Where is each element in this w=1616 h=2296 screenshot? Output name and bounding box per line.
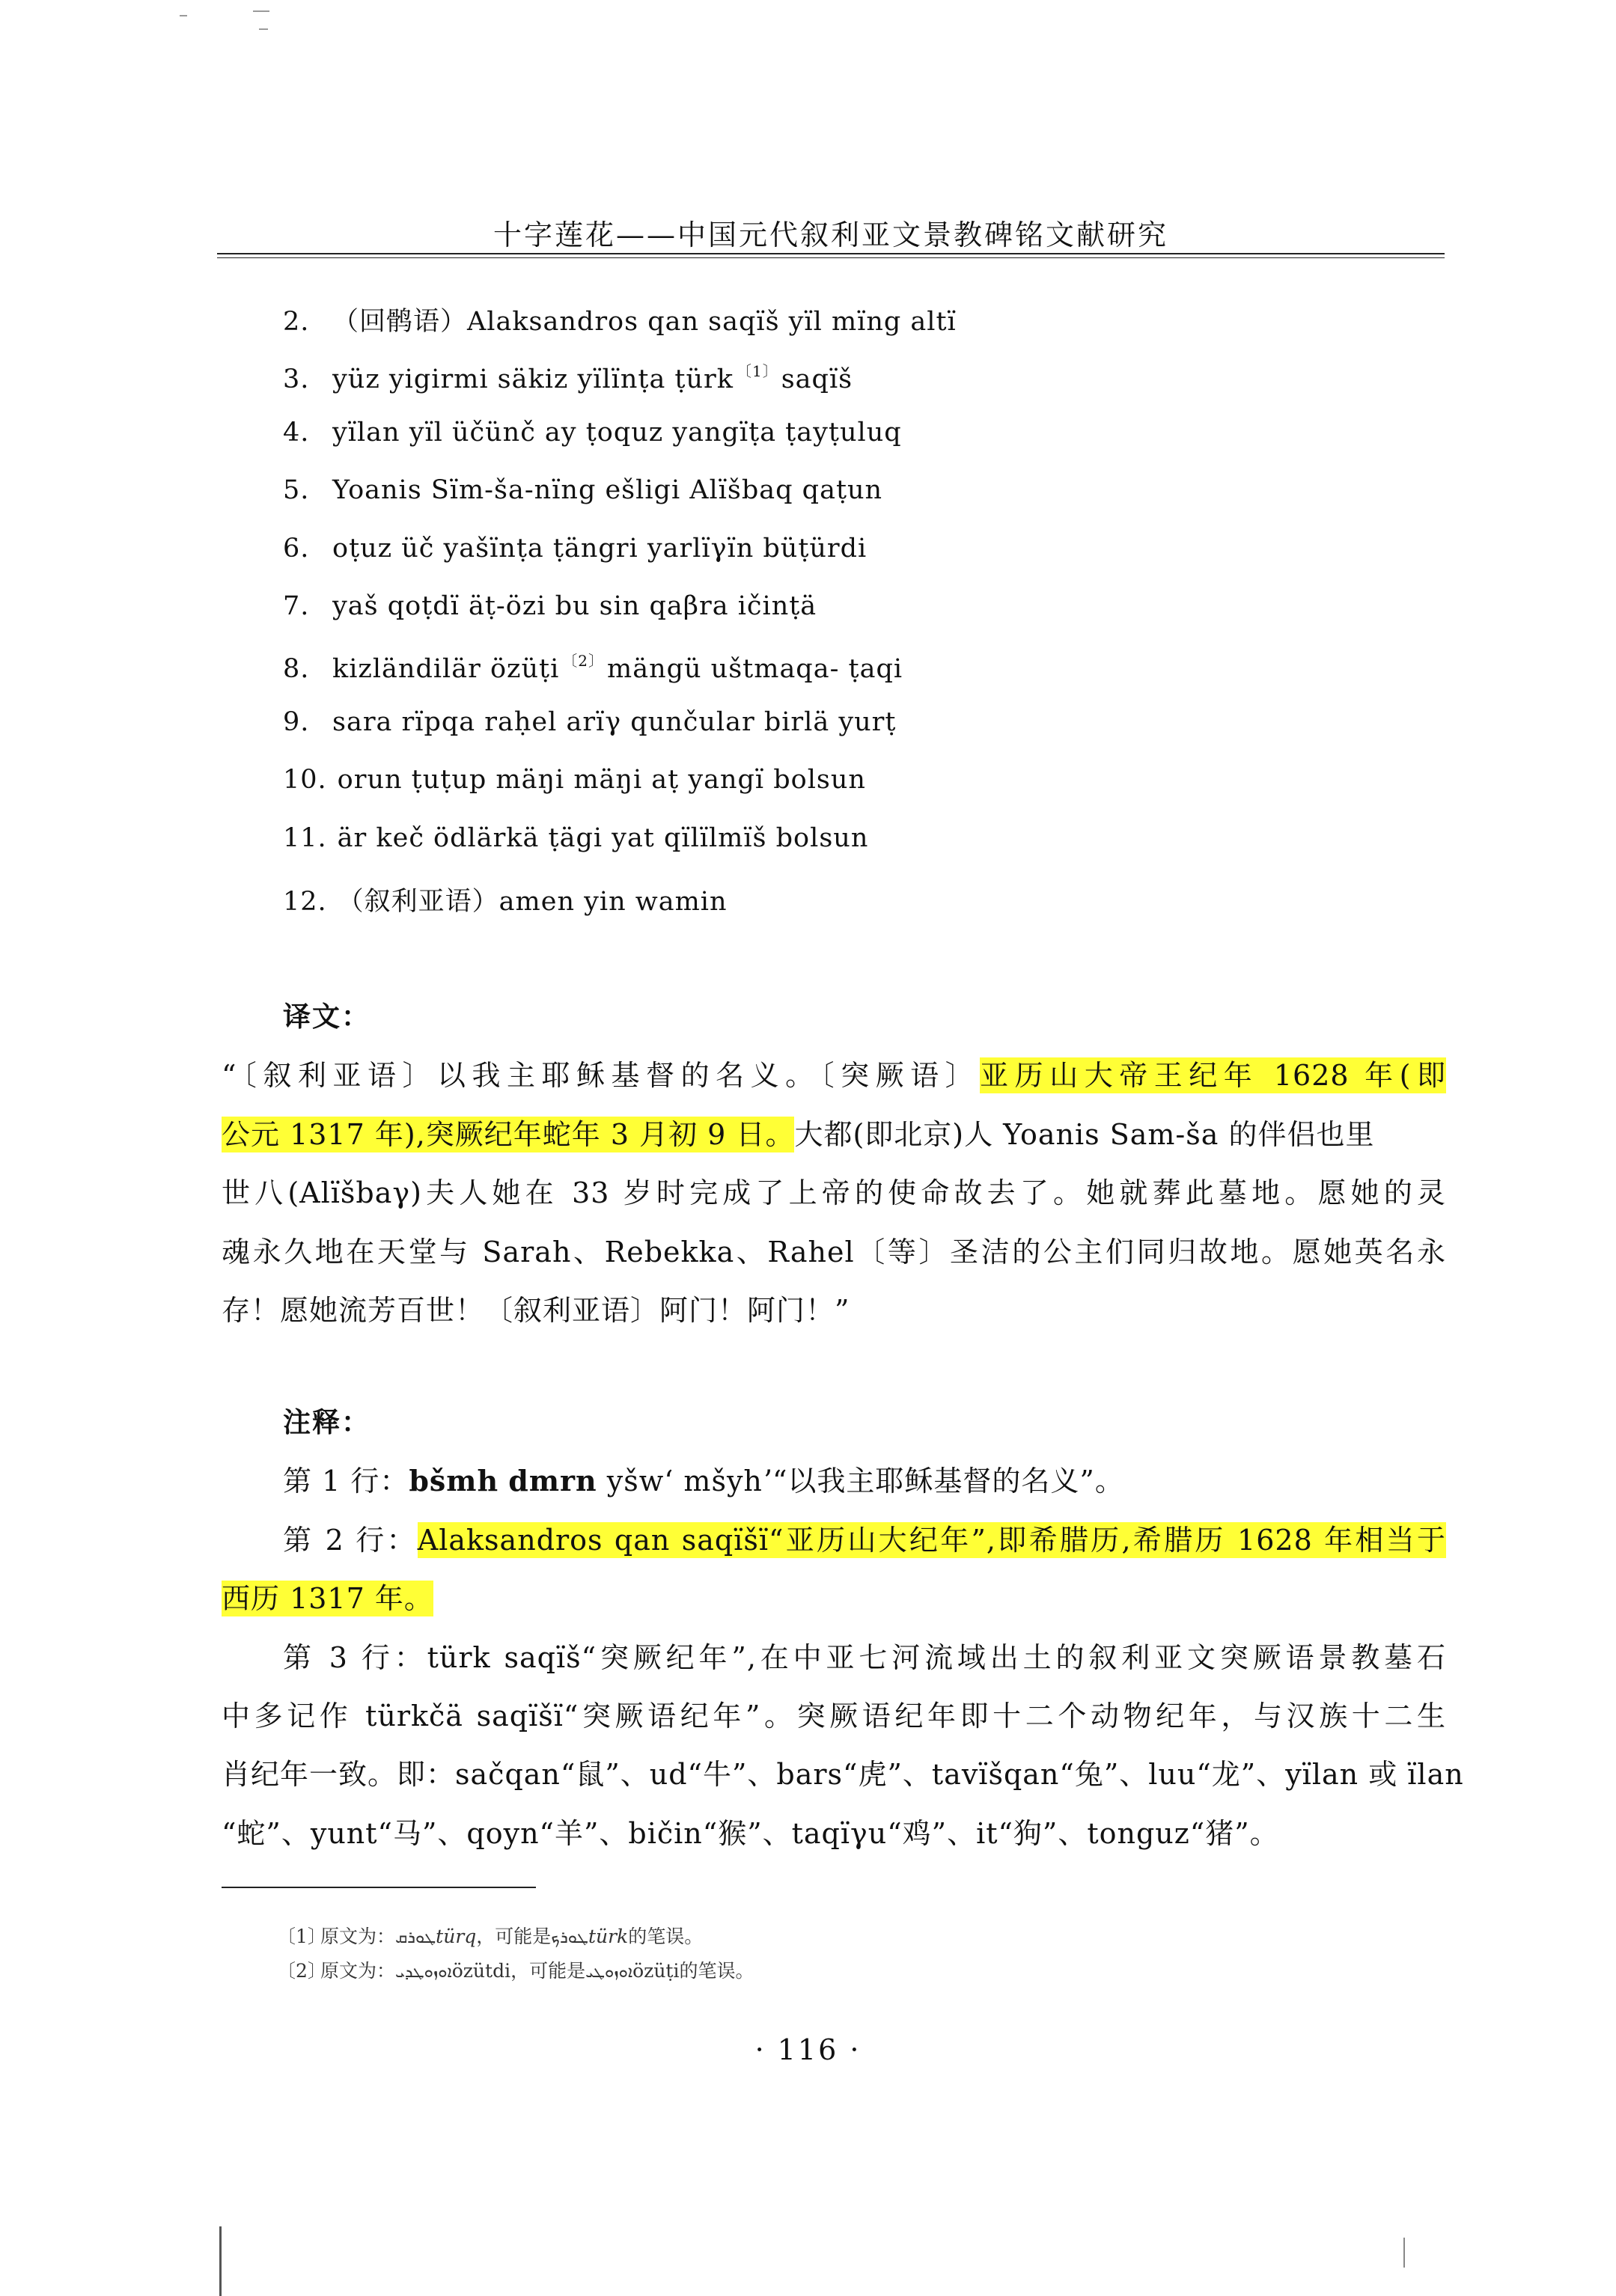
page-number: · 116 · [754, 2033, 862, 2066]
footnote-original: özütdi [451, 1960, 511, 1982]
highlighted-text: 西历 1317 年。 [222, 1582, 433, 1615]
running-head: 十字莲花——中国元代叙利亚文景教碑铭文献研究 [493, 219, 1168, 251]
scan-edge-mark [1403, 2238, 1405, 2268]
line-text: sara rïpqa raḥel arïγ qunčular birlä yurṭ [332, 707, 897, 737]
line-text: saqïš [781, 364, 853, 394]
line-text: orun ṭuṭup mäŋi mäŋi aṭ yangï bolsun [337, 765, 866, 795]
note-label: 第 1 行： [283, 1465, 409, 1497]
translation-line [222, 1052, 1446, 1093]
header-rule [217, 253, 1445, 254]
bold-transliteration: dmrn [508, 1464, 597, 1497]
footnote-text: ，可能是 [476, 1926, 552, 1947]
transliteration-line [283, 359, 853, 394]
line-number: 10. [283, 765, 327, 795]
translation-text: 大都(即北京)人 Yoanis Sam-ša 的伴侣也里 [794, 1118, 1375, 1151]
scan-edge-mark [219, 2226, 222, 2296]
translation-text: “〔叙利亚语〕以我主耶稣基督的名义。〔突厥语〕 [222, 1059, 981, 1092]
footnote-original: türq [436, 1926, 477, 1947]
line-text: mängü uštmaqa- ṭaqi [607, 654, 903, 684]
footnote-ref: 〔1〕 [736, 362, 778, 380]
line-number: 6. [283, 534, 310, 564]
footnote-number: 〔1〕 [277, 1926, 326, 1947]
note-line [283, 1517, 1446, 1558]
highlighted-text: 公元 1317 年),突厥纪年蛇年 3 月初 9 日。 [222, 1118, 795, 1151]
transliteration-line [283, 649, 903, 684]
line-number: 3. [283, 364, 310, 394]
line-text: är keč ödlärkä ṭägi yat qïlïlmïš bolsun [337, 823, 869, 853]
line-text: kizländilär özüṭi [332, 654, 560, 684]
transliteration-line [283, 707, 896, 737]
bold-transliteration: bšmh [409, 1464, 499, 1497]
line-number: 11. [283, 823, 327, 853]
note-line [283, 1458, 1446, 1499]
footnote-correction: özüṭi [632, 1960, 680, 1982]
transliteration-line [283, 823, 868, 853]
line-text: yïlan yïl üčünč ay ṭoquz yangïṭa ṭayṭuluq [332, 418, 902, 448]
line-number: 4. [283, 418, 310, 448]
footnote-text: ，可能是 [510, 1960, 586, 1982]
transliteration-line [283, 591, 817, 621]
highlighted-text: 亚历山大帝王纪年 1628 年(即 [980, 1059, 1446, 1092]
footnote [277, 1922, 703, 1949]
line-text: Yoanis Sïm-ša-nïng ešligi Alïšbaq qaṭun [332, 475, 883, 505]
transliteration-line [283, 881, 728, 918]
syriac-script-icon: ܛܘܪܩ [395, 1929, 436, 1947]
highlighted-text: Alaksandros qan saqïšï“亚历山大纪年”,即希腊历,希腊历 1628 年相当于 [417, 1524, 1446, 1557]
line-number: 5. [283, 475, 310, 505]
translation-line: 存！愿她流芳百世！〔叙利亚语〕阿门！阿门！” [222, 1294, 850, 1327]
translation-line: 世八(Alïšbaγ)夫人她在 33 岁时完成了上帝的使命故去了。她就葬此墓地。愿她的灵 [222, 1176, 1446, 1209]
header-rule [217, 257, 1445, 258]
footnote-text: 的笔误。 [679, 1960, 754, 1982]
line-number: 2. [283, 307, 310, 337]
footnote-text: 原文为： [320, 1960, 396, 1982]
transliteration-line [283, 418, 902, 448]
line-number: 8. [283, 654, 310, 684]
note-line: 肖纪年一致。即：sačqan“鼠”、ud“牛”、bars“虎”、tavïšqan“兔”、luu“龙”、yïlan 或 ïlan [222, 1758, 1464, 1791]
line-text: yaš qoṭdï äṭ-özi bu sin qaβra ičinṭä [332, 591, 817, 621]
translation-line: 魂永久地在天堂与 Sarah、Rebekka、Rahel〔等〕圣洁的公主们同归故地。愿她英名永 [222, 1236, 1446, 1268]
transliteration-line [283, 765, 866, 795]
footnote-text: 的笔误。 [628, 1926, 704, 1947]
translation-heading: 译文： [283, 1000, 371, 1033]
scan-speck [253, 10, 269, 12]
translation-line [222, 1111, 1446, 1152]
note-text: yšwʻ mšyhʼ“以我主耶稣基督的名义”。 [597, 1465, 1124, 1497]
line-text: （回鹘语）Alaksandros qan saqïš yïl mïng altï [332, 307, 957, 337]
transliteration-line [283, 475, 882, 505]
syriac-script-icon: ܐܘܙܘܛܕܝ [395, 1963, 452, 1982]
line-text: oṭuz üč yašïnṭa ṭängri yarlïγïn büṭürdi [332, 534, 868, 564]
note-label: 第 2 行： [283, 1524, 418, 1557]
footnote-text: 原文为： [320, 1926, 396, 1947]
note-text [498, 1465, 508, 1497]
scan-speck [259, 28, 268, 30]
line-text: yüz yigirmi säkiz yïlïnṭa ṭürk [332, 364, 734, 394]
note-line: 中多记作 türkčä saqïšï“突厥语纪年”。突厥语纪年即十二个动物纪年，与汉族十二生 [222, 1700, 1446, 1732]
footnote-number: 〔2〕 [277, 1960, 326, 1982]
line-number: 12. [283, 887, 327, 917]
note-line [222, 1575, 1446, 1616]
syriac-script-icon: ܛܘܪܟ [551, 1929, 588, 1947]
footnote-rule [222, 1887, 536, 1888]
footnote-correction: türk [588, 1926, 629, 1947]
note-line: 第 3 行：türk saqïš“突厥纪年”,在中亚七河流域出土的叙利亚文突厥语景教墓石 [283, 1641, 1446, 1674]
scan-speck [180, 15, 187, 16]
transliteration-line [283, 534, 867, 564]
line-number: 9. [283, 707, 310, 737]
footnote [277, 1956, 754, 1983]
note-line: “蛇”、yunt“马”、qoyn“羊”、bičin“猴”、taqïγu“鸡”、it“狗”、tonguz“猪”。 [222, 1817, 1279, 1850]
notes-heading: 注释： [283, 1405, 371, 1438]
transliteration-line [283, 301, 957, 338]
line-number: 7. [283, 591, 310, 621]
footnote-ref: 〔2〕 [562, 652, 605, 670]
syriac-script-icon: ܐܘܙܘܛܝ [585, 1963, 633, 1982]
line-text: （叙利亚语）amen yin wamin [337, 887, 728, 917]
